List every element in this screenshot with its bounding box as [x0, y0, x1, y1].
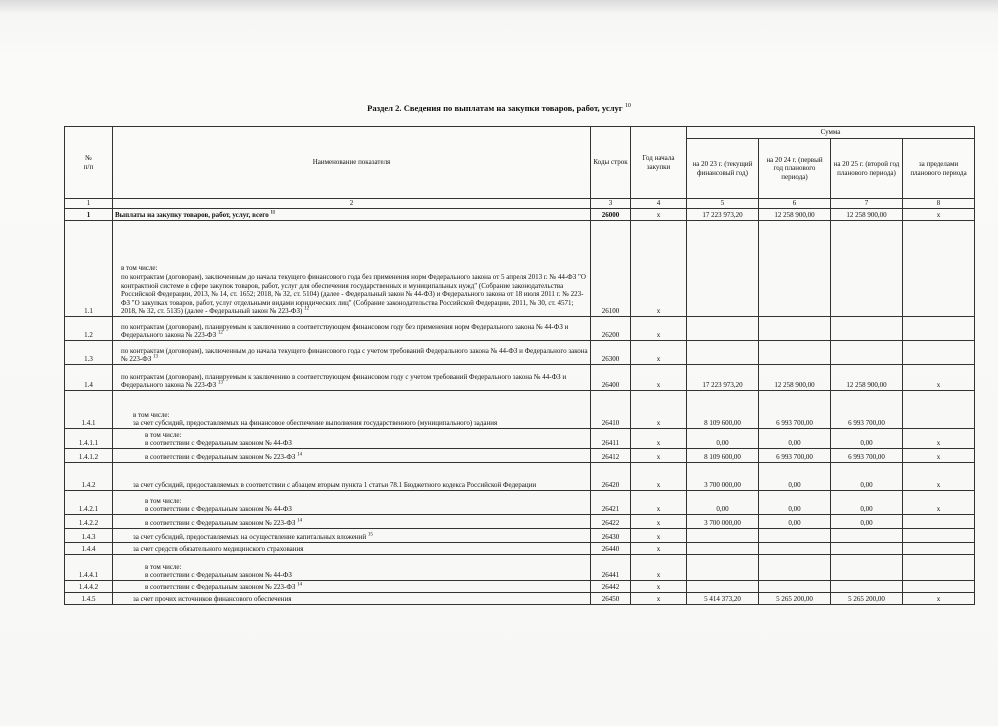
- row-code: 26200: [591, 317, 631, 341]
- row-year: х: [631, 341, 687, 365]
- footnote-ref: 15: [367, 533, 373, 539]
- row-value-plan-1: 12 258 900,00: [759, 209, 831, 221]
- row-year: х: [631, 221, 687, 317]
- row-value-beyond: [903, 555, 975, 581]
- row-year: х: [631, 529, 687, 543]
- header-year: Год начала закупки: [631, 127, 687, 199]
- row-name-text: за счет средств обязательного медицинского страхования: [133, 545, 304, 554]
- row-name-text: в соответствии с Федеральным законом № 223-ФЗ: [145, 519, 296, 528]
- row-number: 1.4.4.2: [65, 581, 113, 593]
- row-code: 26442: [591, 581, 631, 593]
- header-row-1: [65, 127, 975, 139]
- row-value-current: [687, 581, 759, 593]
- row-value-beyond: [903, 581, 975, 593]
- row-year: х: [631, 463, 687, 491]
- header-code: Коды строк: [591, 127, 631, 199]
- row-number: 1.2: [65, 317, 113, 341]
- section-title: [0, 103, 998, 113]
- table-row: [65, 365, 975, 391]
- row-value-beyond: х: [903, 365, 975, 391]
- row-value-plan-1: [759, 317, 831, 341]
- row-value-current: 0,00: [687, 429, 759, 449]
- footnote-ref: 12: [304, 307, 310, 313]
- row-name: [113, 529, 591, 543]
- row-code: 26441: [591, 555, 631, 581]
- row-year: х: [631, 543, 687, 555]
- row-code: 26440: [591, 543, 631, 555]
- row-value-plan-1: [759, 221, 831, 317]
- row-number: 1.4.1.1: [65, 429, 113, 449]
- row-code: 26412: [591, 449, 631, 463]
- table-row: [65, 221, 975, 317]
- row-code: 26410: [591, 391, 631, 429]
- row-code: 26450: [591, 593, 631, 605]
- row-value-plan-2: [831, 581, 903, 593]
- row-year: х: [631, 515, 687, 529]
- row-value-current: [687, 221, 759, 317]
- row-value-beyond: х: [903, 429, 975, 449]
- row-number: 1.3: [65, 341, 113, 365]
- row-year: х: [631, 391, 687, 429]
- footnote-ref: 11: [270, 211, 276, 217]
- table-row: [65, 555, 975, 581]
- row-value-current: [687, 543, 759, 555]
- row-value-plan-2: 0,00: [831, 463, 903, 491]
- row-value-plan-2: 0,00: [831, 515, 903, 529]
- row-value-beyond: [903, 515, 975, 529]
- footnote-ref: 14: [297, 453, 303, 459]
- row-value-current: 3 700 000,00: [687, 463, 759, 491]
- footnote-ref: 13: [153, 355, 159, 361]
- row-code: 26400: [591, 365, 631, 391]
- row-number: 1.4.2.2: [65, 515, 113, 529]
- row-name: [113, 221, 591, 317]
- row-value-plan-1: [759, 529, 831, 543]
- row-number: 1.4.2.1: [65, 491, 113, 515]
- table-row: [65, 317, 975, 341]
- row-value-plan-2: 6 993 700,00: [831, 391, 903, 429]
- row-value-plan-2: 0,00: [831, 429, 903, 449]
- row-value-current: 17 223 973,20: [687, 209, 759, 221]
- row-name: [113, 317, 591, 341]
- row-number: 1: [65, 209, 113, 221]
- row-value-plan-1: [759, 555, 831, 581]
- row-name: [113, 581, 591, 593]
- row-value-beyond: [903, 341, 975, 365]
- row-value-plan-2: 6 993 700,00: [831, 449, 903, 463]
- row-name: [113, 365, 591, 391]
- row-value-beyond: [903, 391, 975, 429]
- row-year: х: [631, 593, 687, 605]
- row-name: [113, 463, 591, 491]
- table-row: [65, 209, 975, 221]
- row-value-plan-1: 12 258 900,00: [759, 365, 831, 391]
- table-row: [65, 593, 975, 605]
- row-year: х: [631, 429, 687, 449]
- row-value-current: 17 223 973,20: [687, 365, 759, 391]
- row-value-beyond: [903, 221, 975, 317]
- row-number: 1.4.1: [65, 391, 113, 429]
- row-value-plan-1: 6 993 700,00: [759, 449, 831, 463]
- row-value-current: 8 109 600,00: [687, 391, 759, 429]
- row-name: [113, 341, 591, 365]
- row-name-text: Выплаты на закупку товаров, работ, услуг, всего: [115, 211, 269, 220]
- row-code: 26000: [591, 209, 631, 221]
- row-name-text: за счет субсидий, предоставляемых в соответствии с абзацем вторым пункта 1 статьи 78.1 Бюджетного кодекса Российской Федерации: [133, 481, 537, 490]
- row-year: х: [631, 449, 687, 463]
- col-num-5: 5: [687, 199, 759, 209]
- row-value-plan-2: [831, 529, 903, 543]
- column-number-row: [65, 199, 975, 209]
- row-value-plan-1: 0,00: [759, 491, 831, 515]
- row-value-beyond: [903, 529, 975, 543]
- row-value-plan-1: [759, 341, 831, 365]
- section-title-text: Раздел 2. Сведения по выплатам на закупки товаров, работ, услуг: [367, 103, 623, 113]
- col-num-7: 7: [831, 199, 903, 209]
- row-name-text: за счет субсидий, предоставляемых на осуществление капитальных вложений: [133, 533, 367, 542]
- header-name: Наименование показателя: [113, 127, 591, 199]
- row-number: 1.4.1.2: [65, 449, 113, 463]
- row-value-plan-2: 12 258 900,00: [831, 209, 903, 221]
- row-value-beyond: х: [903, 209, 975, 221]
- col-num-6: 6: [759, 199, 831, 209]
- row-number: 1.4.2: [65, 463, 113, 491]
- row-value-current: 8 109 600,00: [687, 449, 759, 463]
- row-value-plan-2: [831, 317, 903, 341]
- row-value-plan-1: [759, 581, 831, 593]
- row-code: 26421: [591, 491, 631, 515]
- row-value-plan-2: [831, 543, 903, 555]
- row-number: 1.4.4.1: [65, 555, 113, 581]
- row-name-text: по контрактам (договорам), планируемым к заключению в соответствующем финансовом году с учетом требований Федерального закона № 44-ФЗ и Федерального закона № 223-ФЗ: [121, 372, 567, 390]
- row-name: [113, 491, 591, 515]
- row-value-beyond: х: [903, 593, 975, 605]
- table-row: [65, 543, 975, 555]
- header-beyond-plan: за пределами планового периода: [903, 139, 975, 199]
- row-name: [113, 555, 591, 581]
- row-value-plan-1: 5 265 200,00: [759, 593, 831, 605]
- row-value-plan-2: [831, 555, 903, 581]
- table-row: [65, 429, 975, 449]
- row-name-text: в том числе: в соответствии с Федеральным законом № 44-ФЗ: [145, 430, 292, 448]
- table-row: [65, 391, 975, 429]
- row-name-text: по контрактам (договорам), планируемым к заключению в соответствующем финансовом году без применения норм Федерального закона № 44-ФЗ и Федерального закона № 223-ФЗ: [121, 322, 569, 340]
- header-year-plan-1: на 20 24 г. (первый год планового периода): [759, 139, 831, 199]
- row-value-plan-1: 0,00: [759, 515, 831, 529]
- row-value-beyond: [903, 317, 975, 341]
- row-name-text: в соответствии с Федеральным законом № 223-ФЗ: [145, 583, 296, 592]
- row-value-current: [687, 555, 759, 581]
- row-year: х: [631, 365, 687, 391]
- col-num-3: 3: [591, 199, 631, 209]
- row-number: 1.4: [65, 365, 113, 391]
- col-num-4: 4: [631, 199, 687, 209]
- footnote-ref: 14: [297, 583, 303, 589]
- row-code: 26300: [591, 341, 631, 365]
- table-row: [65, 581, 975, 593]
- row-value-beyond: [903, 543, 975, 555]
- row-code: 26411: [591, 429, 631, 449]
- row-name-text: в том числе: за счет субсидий, предоставляемых на финансовое обеспечение выполнения государственного (муниципального) задания: [133, 410, 498, 428]
- col-num-2: 2: [113, 199, 591, 209]
- row-name: [113, 429, 591, 449]
- row-year: х: [631, 317, 687, 341]
- header-sum: Сумма: [687, 127, 975, 139]
- row-name-text: в соответствии с Федеральным законом № 223-ФЗ: [145, 453, 296, 462]
- footnote-ref: 13: [217, 381, 223, 387]
- row-value-plan-2: [831, 341, 903, 365]
- row-number: 1.4.5: [65, 593, 113, 605]
- row-name: [113, 543, 591, 555]
- row-value-current: 0,00: [687, 491, 759, 515]
- row-name-text: в том числе: по контрактам (договорам), заключенным до начала текущего финансового года без применения норм Федерального закона от 5 апреля 2013 г. № 44-ФЗ "О контрактной системе в сфере закупок товаров, работ, услуг для обеспечения государственных и муниципальных нужд" (Собрание законодательства Российской Федерации, 2013, № 14, ст. 1652; 2018, № 32, ст. 5104) (далее - Федеральный закон № 44-ФЗ) и Федерального закона от 18 июля 2011 г. № 223-ФЗ "О закупках товаров, работ, услуг отдельными видами юридических лиц" (Собрание законодательства Российской Федерации, 2011, № 30, ст. 4571; 2018, № 32, ст. 5135) (далее - Федеральный закон № 223-ФЗ): [121, 264, 586, 316]
- row-name-text: в том числе: в соответствии с Федеральным законом № 44-ФЗ: [145, 562, 292, 580]
- row-value-current: 5 414 373,20: [687, 593, 759, 605]
- row-value-plan-1: [759, 543, 831, 555]
- row-value-plan-2: 12 258 900,00: [831, 365, 903, 391]
- row-name-text: в том числе: в соответствии с Федеральным законом № 44-ФЗ: [145, 496, 292, 514]
- row-value-current: [687, 317, 759, 341]
- table-row: [65, 449, 975, 463]
- row-value-plan-2: 0,00: [831, 491, 903, 515]
- row-year: х: [631, 581, 687, 593]
- row-value-beyond: х: [903, 449, 975, 463]
- col-num-8: 8: [903, 199, 975, 209]
- row-name: [113, 449, 591, 463]
- section-title-note: 10: [624, 103, 631, 110]
- row-year: х: [631, 555, 687, 581]
- table-row: [65, 491, 975, 515]
- row-value-plan-1: 6 993 700,00: [759, 391, 831, 429]
- row-code: 26430: [591, 529, 631, 543]
- row-value-current: 3 700 000,00: [687, 515, 759, 529]
- row-value-plan-1: 0,00: [759, 463, 831, 491]
- row-name: [113, 209, 591, 221]
- row-code: 26420: [591, 463, 631, 491]
- row-value-beyond: х: [903, 463, 975, 491]
- row-value-plan-1: 0,00: [759, 429, 831, 449]
- row-number: 1.1: [65, 221, 113, 317]
- row-value-plan-2: [831, 221, 903, 317]
- row-value-current: [687, 341, 759, 365]
- row-value-current: [687, 529, 759, 543]
- row-number: 1.4.4: [65, 543, 113, 555]
- row-value-plan-2: 5 265 200,00: [831, 593, 903, 605]
- row-name-text: по контрактам (договорам), заключенным до начала текущего финансового года с учетом требований Федерального закона № 44-ФЗ и Федерального закона № 223-ФЗ: [121, 346, 588, 364]
- footnote-ref: 14: [297, 519, 303, 525]
- row-number: 1.4.3: [65, 529, 113, 543]
- row-value-beyond: х: [903, 491, 975, 515]
- row-year: х: [631, 209, 687, 221]
- table-row: [65, 463, 975, 491]
- row-name-text: за счет прочих источников финансового обеспечения: [133, 595, 292, 604]
- payments-table: [64, 126, 975, 605]
- row-year: х: [631, 491, 687, 515]
- header-num: № п/п: [65, 127, 113, 199]
- row-name: [113, 391, 591, 429]
- footnote-ref: 12: [217, 331, 223, 337]
- header-year-current: на 20 23 г. (текущий финансовый год): [687, 139, 759, 199]
- col-num-1: 1: [65, 199, 113, 209]
- row-code: 26422: [591, 515, 631, 529]
- row-code: 26100: [591, 221, 631, 317]
- table-row: [65, 529, 975, 543]
- header-year-plan-2: на 20 25 г. (второй год планового периода): [831, 139, 903, 199]
- table-row: [65, 341, 975, 365]
- row-name: [113, 593, 591, 605]
- row-name: [113, 515, 591, 529]
- table-row: [65, 515, 975, 529]
